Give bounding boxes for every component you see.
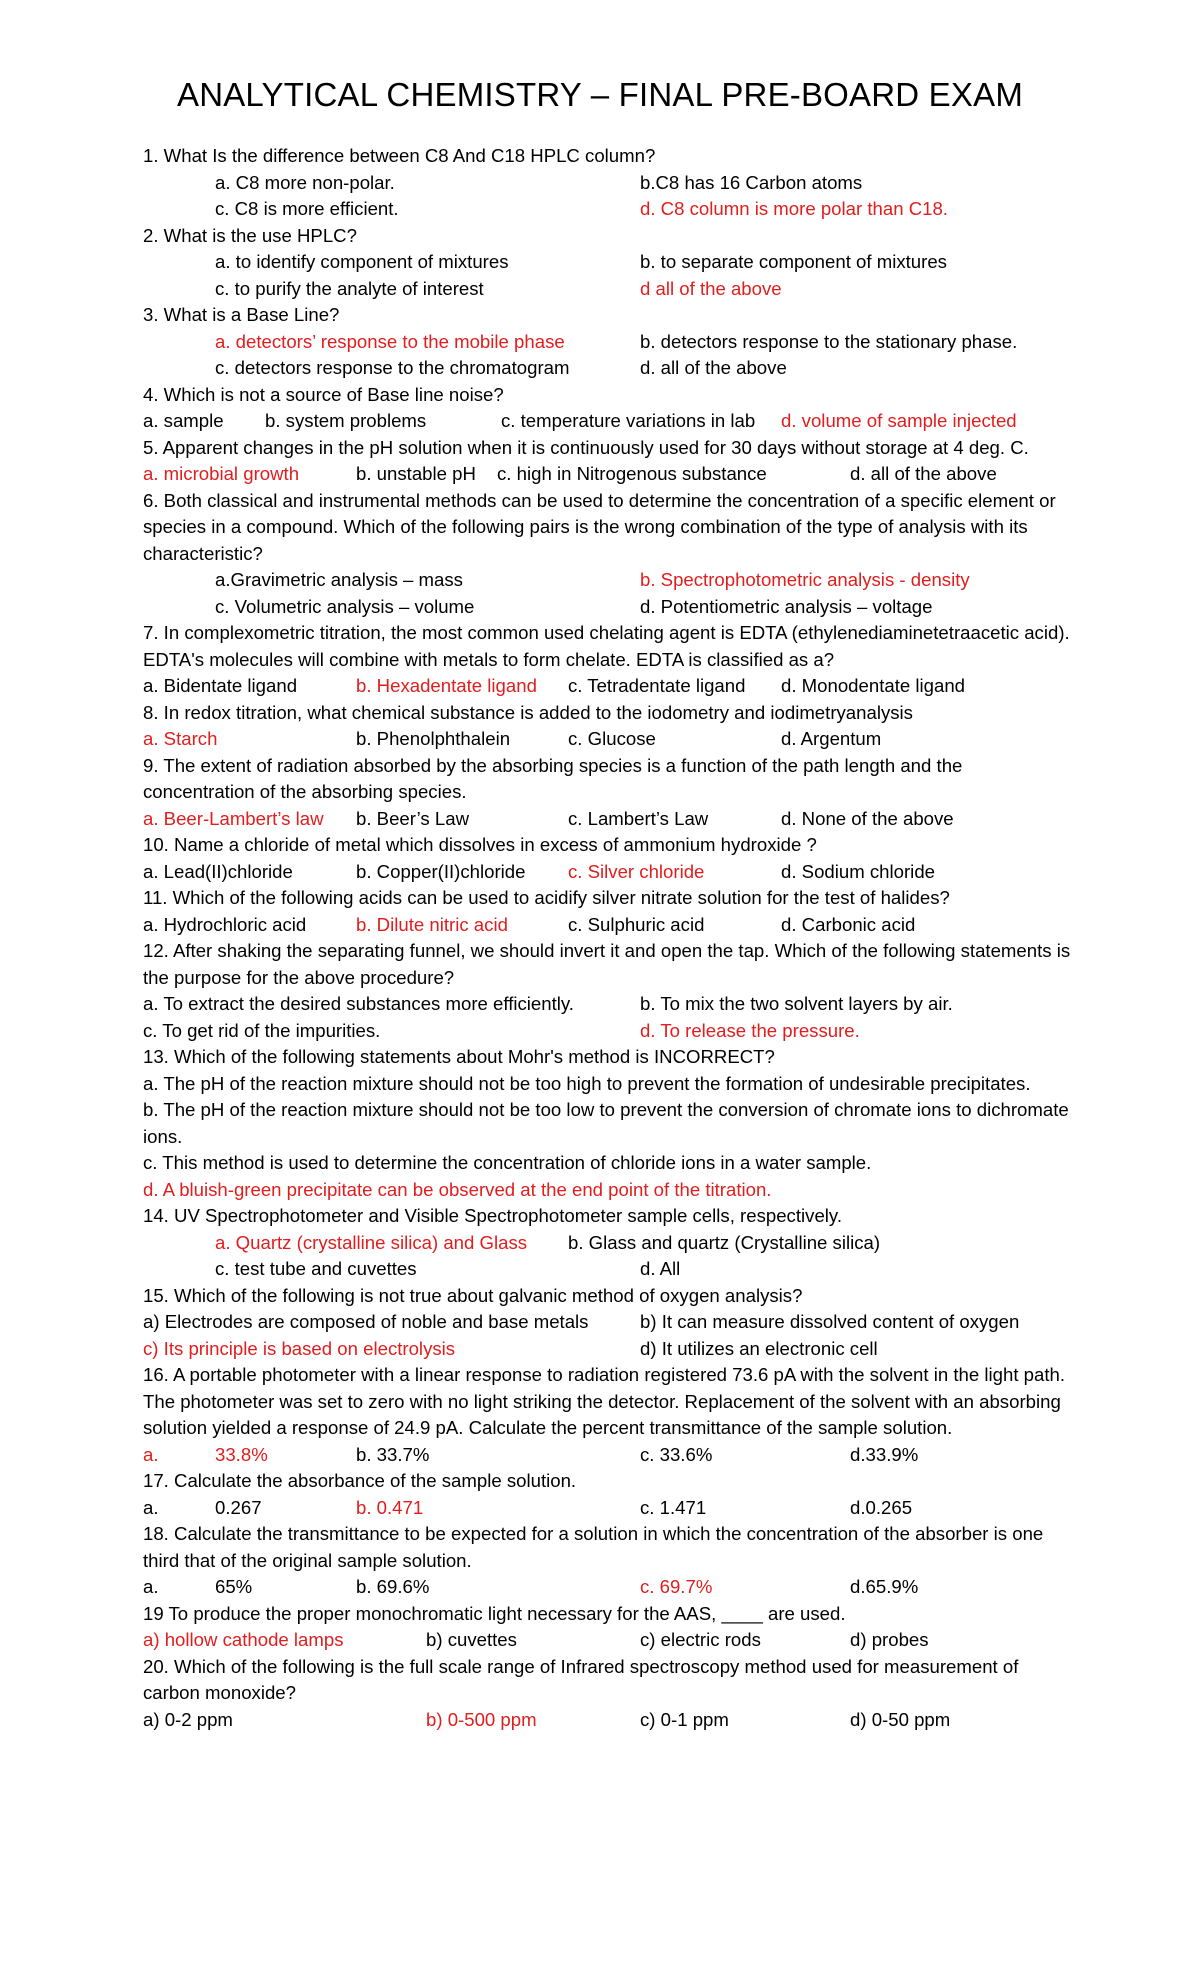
q10-option-b: b. Copper(II)chloride <box>356 860 526 882</box>
q14-options-row-2 <box>143 1256 1073 1283</box>
q15-option-d: d) It utilizes an electronic cell <box>640 1337 878 1359</box>
q16-option-a-label: a. <box>143 1443 159 1465</box>
q17-options-row <box>143 1495 1073 1522</box>
question-11: 11. Which of the following acids can be used to acidify silver nitrate solution for the test of halides? <box>143 887 950 908</box>
page-title: ANALYTICAL CHEMISTRY – FINAL PRE-BOARD EXAM <box>176 76 1024 113</box>
q6-option-c: c. Volumetric analysis – volume <box>215 595 475 617</box>
q8-options-row <box>143 726 1073 753</box>
q17-option-a-label: a. <box>143 1496 159 1518</box>
q6-option-d: d. Potentiometric analysis – voltage <box>640 595 933 617</box>
question-19: 19 To produce the proper monochromatic light necessary for the AAS, ____ are used. <box>143 1602 846 1624</box>
q20-options-row <box>143 1707 1073 1734</box>
q9-option-b: b. Beer’s Law <box>356 807 470 829</box>
q5-options-row <box>143 461 1073 488</box>
q2-option-c: c. to purify the analyte of interest <box>215 277 484 299</box>
q12-option-a: a. To extract the desired substances more efficiently. <box>143 993 574 1014</box>
q15-options-row-1 <box>143 1309 1073 1336</box>
q16-options-row <box>143 1442 1073 1469</box>
q9-option-a-answer: a. Beer-Lambert’s law <box>143 807 324 829</box>
q19-option-a-answer: a) hollow cathode lamps <box>143 1629 344 1650</box>
q7-option-c: c. Tetradentate ligand <box>568 675 746 696</box>
q14-option-c: c. test tube and cuvettes <box>215 1258 417 1279</box>
q17-option-c: c. 1.471 <box>640 1496 707 1518</box>
q19-option-c: c) electric rods <box>640 1629 761 1650</box>
q11-option-d: d. Carbonic acid <box>781 913 916 935</box>
q1-options-row-2 <box>143 196 1073 223</box>
q5-option-a-answer: a. microbial growth <box>143 463 300 484</box>
q17-option-b-answer: b. 0.471 <box>356 1496 424 1518</box>
q20-option-d: d) 0-50 ppm <box>850 1708 951 1730</box>
question-8: 8. In redox titration, what chemical substance is added to the iodometry and iodimetryanalysis <box>143 701 913 723</box>
q2-options-row-1 <box>143 249 1073 276</box>
q16-option-c: c. 33.6% <box>640 1443 713 1465</box>
q4-option-a: a. sample <box>143 410 224 431</box>
q1-option-c: c. C8 is more efficient. <box>215 198 399 219</box>
q1-option-d-answer: d. C8 column is more polar than C18. <box>640 198 948 219</box>
q4-option-d-answer: d. volume of sample injected <box>781 410 1017 431</box>
q11-option-c: c. Sulphuric acid <box>568 913 705 935</box>
q9-options-row <box>143 806 1073 833</box>
question-7: 7. In complexometric titration, the most common used chelating agent is EDTA (ethylenediaminetetraacetic acid). EDTA's molecules will combine with metals to form chelate. EDTA is classified as a? <box>143 622 1070 670</box>
q5-option-b: b. unstable pH <box>356 463 476 484</box>
q11-option-a: a. Hydrochloric acid <box>143 913 307 935</box>
q10-option-d: d. Sodium chloride <box>781 860 935 882</box>
q19-option-d: d) probes <box>850 1629 929 1650</box>
question-6: 6. Both classical and instrumental methods can be used to determine the concentration of a specific element or species in a compound. Which of the following pairs is the wrong combination of the type of analysis with its characteristic? <box>143 489 1056 564</box>
q16-option-d: d.33.9% <box>850 1443 919 1465</box>
q13-option-d-answer: d. A bluish-green precipitate can be observed at the end point of the titration. <box>143 1178 772 1200</box>
q6-option-a: a.Gravimetric analysis – mass <box>215 569 463 590</box>
q5-option-d: d. all of the above <box>850 463 997 484</box>
question-1: 1. What Is the difference between C8 And C18 HPLC column? <box>143 145 656 166</box>
question-4: 4. Which is not a source of Base line noise? <box>143 383 504 405</box>
q6-options-row-1 <box>143 567 1073 594</box>
question-15: 15. Which of the following is not true about galvanic method of oxygen analysis? <box>143 1284 803 1306</box>
q3-option-a-answer: a. detectors’ response to the mobile phase <box>215 330 565 352</box>
q11-options-row <box>143 912 1073 939</box>
q7-option-a: a. Bidentate ligand <box>143 675 298 696</box>
q8-option-d: d. Argentum <box>781 728 882 749</box>
q4-options-row <box>143 408 1073 435</box>
q7-options-row <box>143 673 1073 700</box>
q16-option-b: b. 33.7% <box>356 1443 430 1465</box>
q16-option-a-answer: 33.8% <box>215 1443 268 1465</box>
question-16: 16. A portable photometer with a linear response to radiation registered 73.6 pA with the solvent in the light path. The photometer was set to zero with no light striking the detector. Replacement of the solvent with an absorbing solution yielded a response of 24.9 pA. Calculate the percent transmittance of the sample solution. <box>143 1364 1066 1438</box>
q8-option-c: c. Glucose <box>568 728 656 749</box>
q13-option-a: a. The pH of the reaction mixture should not be too high to prevent the formation of undesirable precipitates. <box>143 1072 1031 1094</box>
question-18: 18. Calculate the transmittance to be expected for a solution in which the concentration of the absorber is one third that of the original sample solution. <box>143 1523 1044 1571</box>
q1-options-row-1 <box>143 170 1073 197</box>
q3-option-d: d. all of the above <box>640 357 787 378</box>
q12-options-row-2 <box>143 1018 1073 1045</box>
question-14: 14. UV Spectrophotometer and Visible Spectrophotometer sample cells, respectively. <box>143 1205 842 1226</box>
question-13: 13. Which of the following statements about Mohr's method is INCORRECT? <box>143 1046 775 1067</box>
q2-option-a: a. to identify component of mixtures <box>215 251 509 272</box>
q15-option-c-answer: c) Its principle is based on electrolysis <box>143 1337 456 1359</box>
q12-options-row-1 <box>143 991 1073 1018</box>
question-12: 12. After shaking the separating funnel, we should invert it and open the tap. Which of the following statements is the purpose for the above procedure? <box>143 940 1071 988</box>
q6-option-b-answer: b. Spectrophotometric analysis - density <box>640 569 970 590</box>
q18-option-d: d.65.9% <box>850 1576 919 1597</box>
q5-option-c: c. high in Nitrogenous substance <box>497 463 767 484</box>
q18-option-a: 65% <box>215 1576 253 1597</box>
q11-option-b-answer: b. Dilute nitric acid <box>356 913 508 935</box>
q6-options-row-2 <box>143 594 1073 621</box>
q10-option-c-answer: c. Silver chloride <box>568 860 705 882</box>
q12-option-c: c. To get rid of the impurities. <box>143 1019 381 1041</box>
q14-option-b: b. Glass and quartz (Crystalline silica) <box>568 1231 881 1253</box>
q9-option-c: c. Lambert’s Law <box>568 807 709 829</box>
q18-option-c-answer: c. 69.7% <box>640 1576 713 1597</box>
q12-option-b: b. To mix the two solvent layers by air. <box>640 993 953 1014</box>
q20-option-b-answer: b) 0-500 ppm <box>426 1708 537 1730</box>
q14-option-d: d. All <box>640 1258 681 1279</box>
q18-options-row <box>143 1574 1073 1601</box>
q20-option-a: a) 0-2 ppm <box>143 1708 233 1730</box>
q15-option-b: b) It can measure dissolved content of oxygen <box>640 1311 1020 1332</box>
q8-option-b: b. Phenolphthalein <box>356 728 511 749</box>
question-10: 10. Name a chloride of metal which dissolves in excess of ammonium hydroxide ? <box>143 834 817 855</box>
q14-options-row-1 <box>143 1230 1073 1257</box>
q7-option-b-answer: b. Hexadentate ligand <box>356 675 537 696</box>
q9-option-d: d. None of the above <box>781 807 954 829</box>
q1-option-b: b.C8 has 16 Carbon atoms <box>640 171 863 193</box>
question-5: 5. Apparent changes in the pH solution when it is continuously used for 30 days without storage at 4 deg. C. <box>143 436 1029 458</box>
q13-option-b: b. The pH of the reaction mixture should not be too low to prevent the conversion of chromate ions to dichromate ions. <box>143 1099 1069 1147</box>
q15-option-a: a) Electrodes are composed of noble and base metals <box>143 1311 589 1332</box>
q3-options-row-2 <box>143 355 1073 382</box>
q12-option-d-answer: d. To release the pressure. <box>640 1019 860 1041</box>
question-20: 20. Which of the following is the full scale range of Infrared spectroscopy method used for measurement of carbon monoxide? <box>143 1655 1019 1703</box>
q15-options-row-2 <box>143 1336 1073 1363</box>
question-9: 9. The extent of radiation absorbed by the absorbing species is a function of the path length and the concentration of the absorbing species. <box>143 754 963 802</box>
q8-option-a-answer: a. Starch <box>143 728 218 749</box>
q10-option-a: a. Lead(II)chloride <box>143 860 293 882</box>
q17-option-a: 0.267 <box>215 1496 262 1518</box>
q2-option-d-answer: d all of the above <box>640 277 782 299</box>
q4-option-c: c. temperature variations in lab <box>501 410 756 431</box>
q18-option-b: b. 69.6% <box>356 1576 430 1597</box>
q2-options-row-2 <box>143 276 1073 303</box>
q4-option-b: b. system problems <box>265 410 427 431</box>
q17-option-d: d.0.265 <box>850 1496 913 1518</box>
question-3: 3. What is a Base Line? <box>143 304 340 325</box>
question-2: 2. What is the use HPLC? <box>143 224 357 246</box>
q1-option-a: a. C8 more non-polar. <box>215 171 395 193</box>
q7-option-d: d. Monodentate ligand <box>781 675 966 696</box>
q3-option-c: c. detectors response to the chromatogram <box>215 357 570 378</box>
q3-option-b: b. detectors response to the stationary phase. <box>640 330 1018 352</box>
q14-option-a-answer: a. Quartz (crystalline silica) and Glass <box>215 1231 528 1253</box>
q18-option-a-label: a. <box>143 1576 159 1597</box>
q19-option-b: b) cuvettes <box>426 1629 517 1650</box>
q2-option-b: b. to separate component of mixtures <box>640 251 947 272</box>
q19-options-row <box>143 1627 1073 1654</box>
question-list <box>143 143 1073 1733</box>
q20-option-c: c) 0-1 ppm <box>640 1708 729 1730</box>
q13-option-c: c. This method is used to determine the concentration of chloride ions in a water sample. <box>143 1152 872 1173</box>
q10-options-row <box>143 859 1073 886</box>
q3-options-row-1 <box>143 329 1073 356</box>
question-17: 17. Calculate the absorbance of the sample solution. <box>143 1470 577 1491</box>
